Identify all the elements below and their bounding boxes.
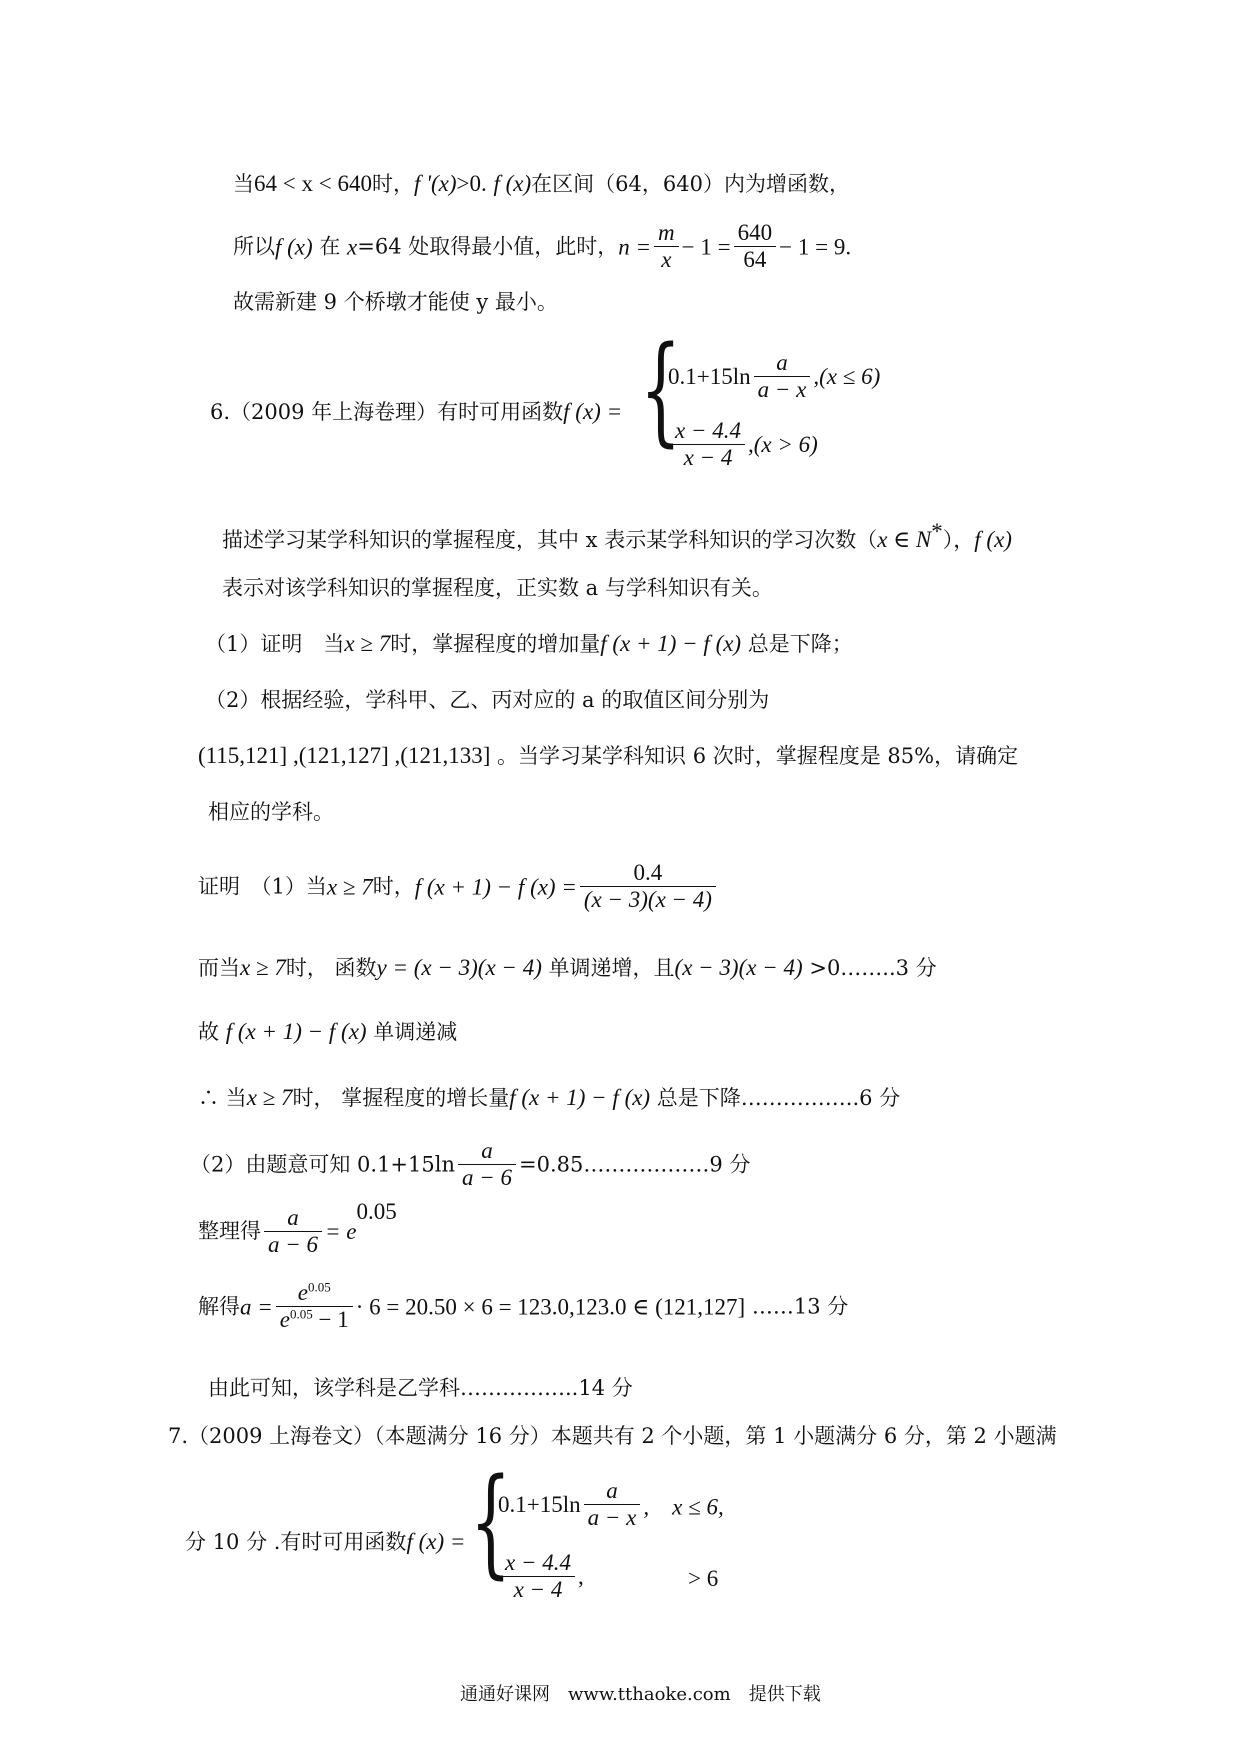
q6-case-2: $\frac{x - 4.4}{x - 4}$ ,(x > 6) [668, 418, 818, 472]
fraction-m-over-x: $\frac{m}{x}$ [654, 220, 679, 274]
q7-left-brace: { [470, 1452, 512, 1590]
fraction-640-over-64: $\frac{640}{64}$ [734, 220, 777, 274]
q7-line-1: 7.（2009 上海卷文）（本题满分 16 分）本题共有 2 个小题，第 1 小题满分 6 分，第 2 小题满 [168, 1424, 1057, 1448]
solution-7: 解得a = $\frac{e^{0.05}}{e^{0.05} - 1}$ · 6 = 20.50 × 6 = 123.0,123.0 ∈ (121,127] ……13 分 [198, 1279, 849, 1333]
q6-label: 6.（2009 年上海卷理）有时可用函数f (x) = [210, 399, 623, 424]
line-conclusion: 故需新建 9 个桥墩才能使 y 最小。 [233, 290, 558, 314]
fraction-0.4: $\frac{0.4}{(x - 3)(x - 4)}$ [580, 860, 716, 914]
q7-case-1: 0.1+15ln $\frac{a}{a - x}$ , x ≤ 6, [498, 1478, 724, 1531]
intervals: (115,121] ,(121,127] ,(121,133] [198, 743, 491, 768]
q7-case-2: $\frac{x - 4.4}{x - 4}$ , [498, 1550, 584, 1604]
q6-part-2b: (115,121] ,(121,127] ,(121,133] 。当学习某学科知识 6 次时，掌握程度是 85%，请确定 [198, 743, 1019, 768]
line-minimum: 所以f (x) 在 x=64 处取得最小值，此时，n = $\frac{m}{x}$ − 1 = $\frac{640}{64}$ − 1 = 9. [233, 220, 852, 273]
q6-part-1: （1）证明 当x ≥ 7时，掌握程度的增加量f (x + 1) − f (x) 总是下降； [205, 631, 853, 656]
q6-desc-1: 描述学习某学科知识的掌握程度，其中 x 表示某学科知识的学习次数（x ∈ N*），f (x) [222, 519, 1012, 552]
solution-8: 由此可知，该学科是乙学科……………..14 分 [208, 1376, 633, 1400]
derivative: f '(x) [413, 171, 457, 196]
q6-part-2: （2）根据经验，学科甲、乙、丙对应的 a 的取值区间分别为 [205, 688, 770, 712]
inequality-64-640: 64 < x < 640 [254, 171, 372, 196]
q7-case-2-condition: > 6 [688, 1566, 719, 1591]
page-footer: 通通好课网 www.tthaoke.com 提供下载 [460, 1684, 821, 1705]
line-increasing: 当64 < x < 640时，f '(x)>0. f (x)在区间（64，640）内为增函数， [233, 171, 850, 196]
solution-4: ∴ 当x ≥ 7时， 掌握程度的增长量f (x + 1) − f (x) 总是下降……………..6 分 [198, 1085, 901, 1110]
q6-case-1: 0.1+15ln $\frac{a}{a - x}$ ,(x ≤ 6) [668, 350, 881, 403]
q7-line-2: 分 10 分 .有时可用函数f (x) = [185, 1529, 466, 1554]
solution-3: 故 f (x + 1) − f (x) 单调递减 [198, 1019, 458, 1044]
solution-2: 而当x ≥ 7时， 函数y = (x − 3)(x − 4) 单调递增，且(x − 3)(x − 4) >0……..3 分 [198, 955, 937, 980]
q6-desc-2: 表示对该学科知识的掌握程度，正实数 a 与学科知识有关。 [222, 576, 773, 600]
q6-part-2c: 相应的学科。 [208, 800, 334, 824]
solution-1: 证明 （1）当x ≥ 7时，f (x + 1) − f (x) = $\frac{0.4}{(x - 3)(x - 4)}$ [198, 860, 719, 914]
q6-left-brace: { [640, 320, 682, 458]
solution-6: 整理得 $\frac{a}{a - 6}$ = $e^{0.05}$ [198, 1199, 397, 1257]
solution-5: （2）由题意可知 0.1+15ln $\frac{a}{a - 6}$ =0.85………………9 分 [190, 1138, 751, 1191]
